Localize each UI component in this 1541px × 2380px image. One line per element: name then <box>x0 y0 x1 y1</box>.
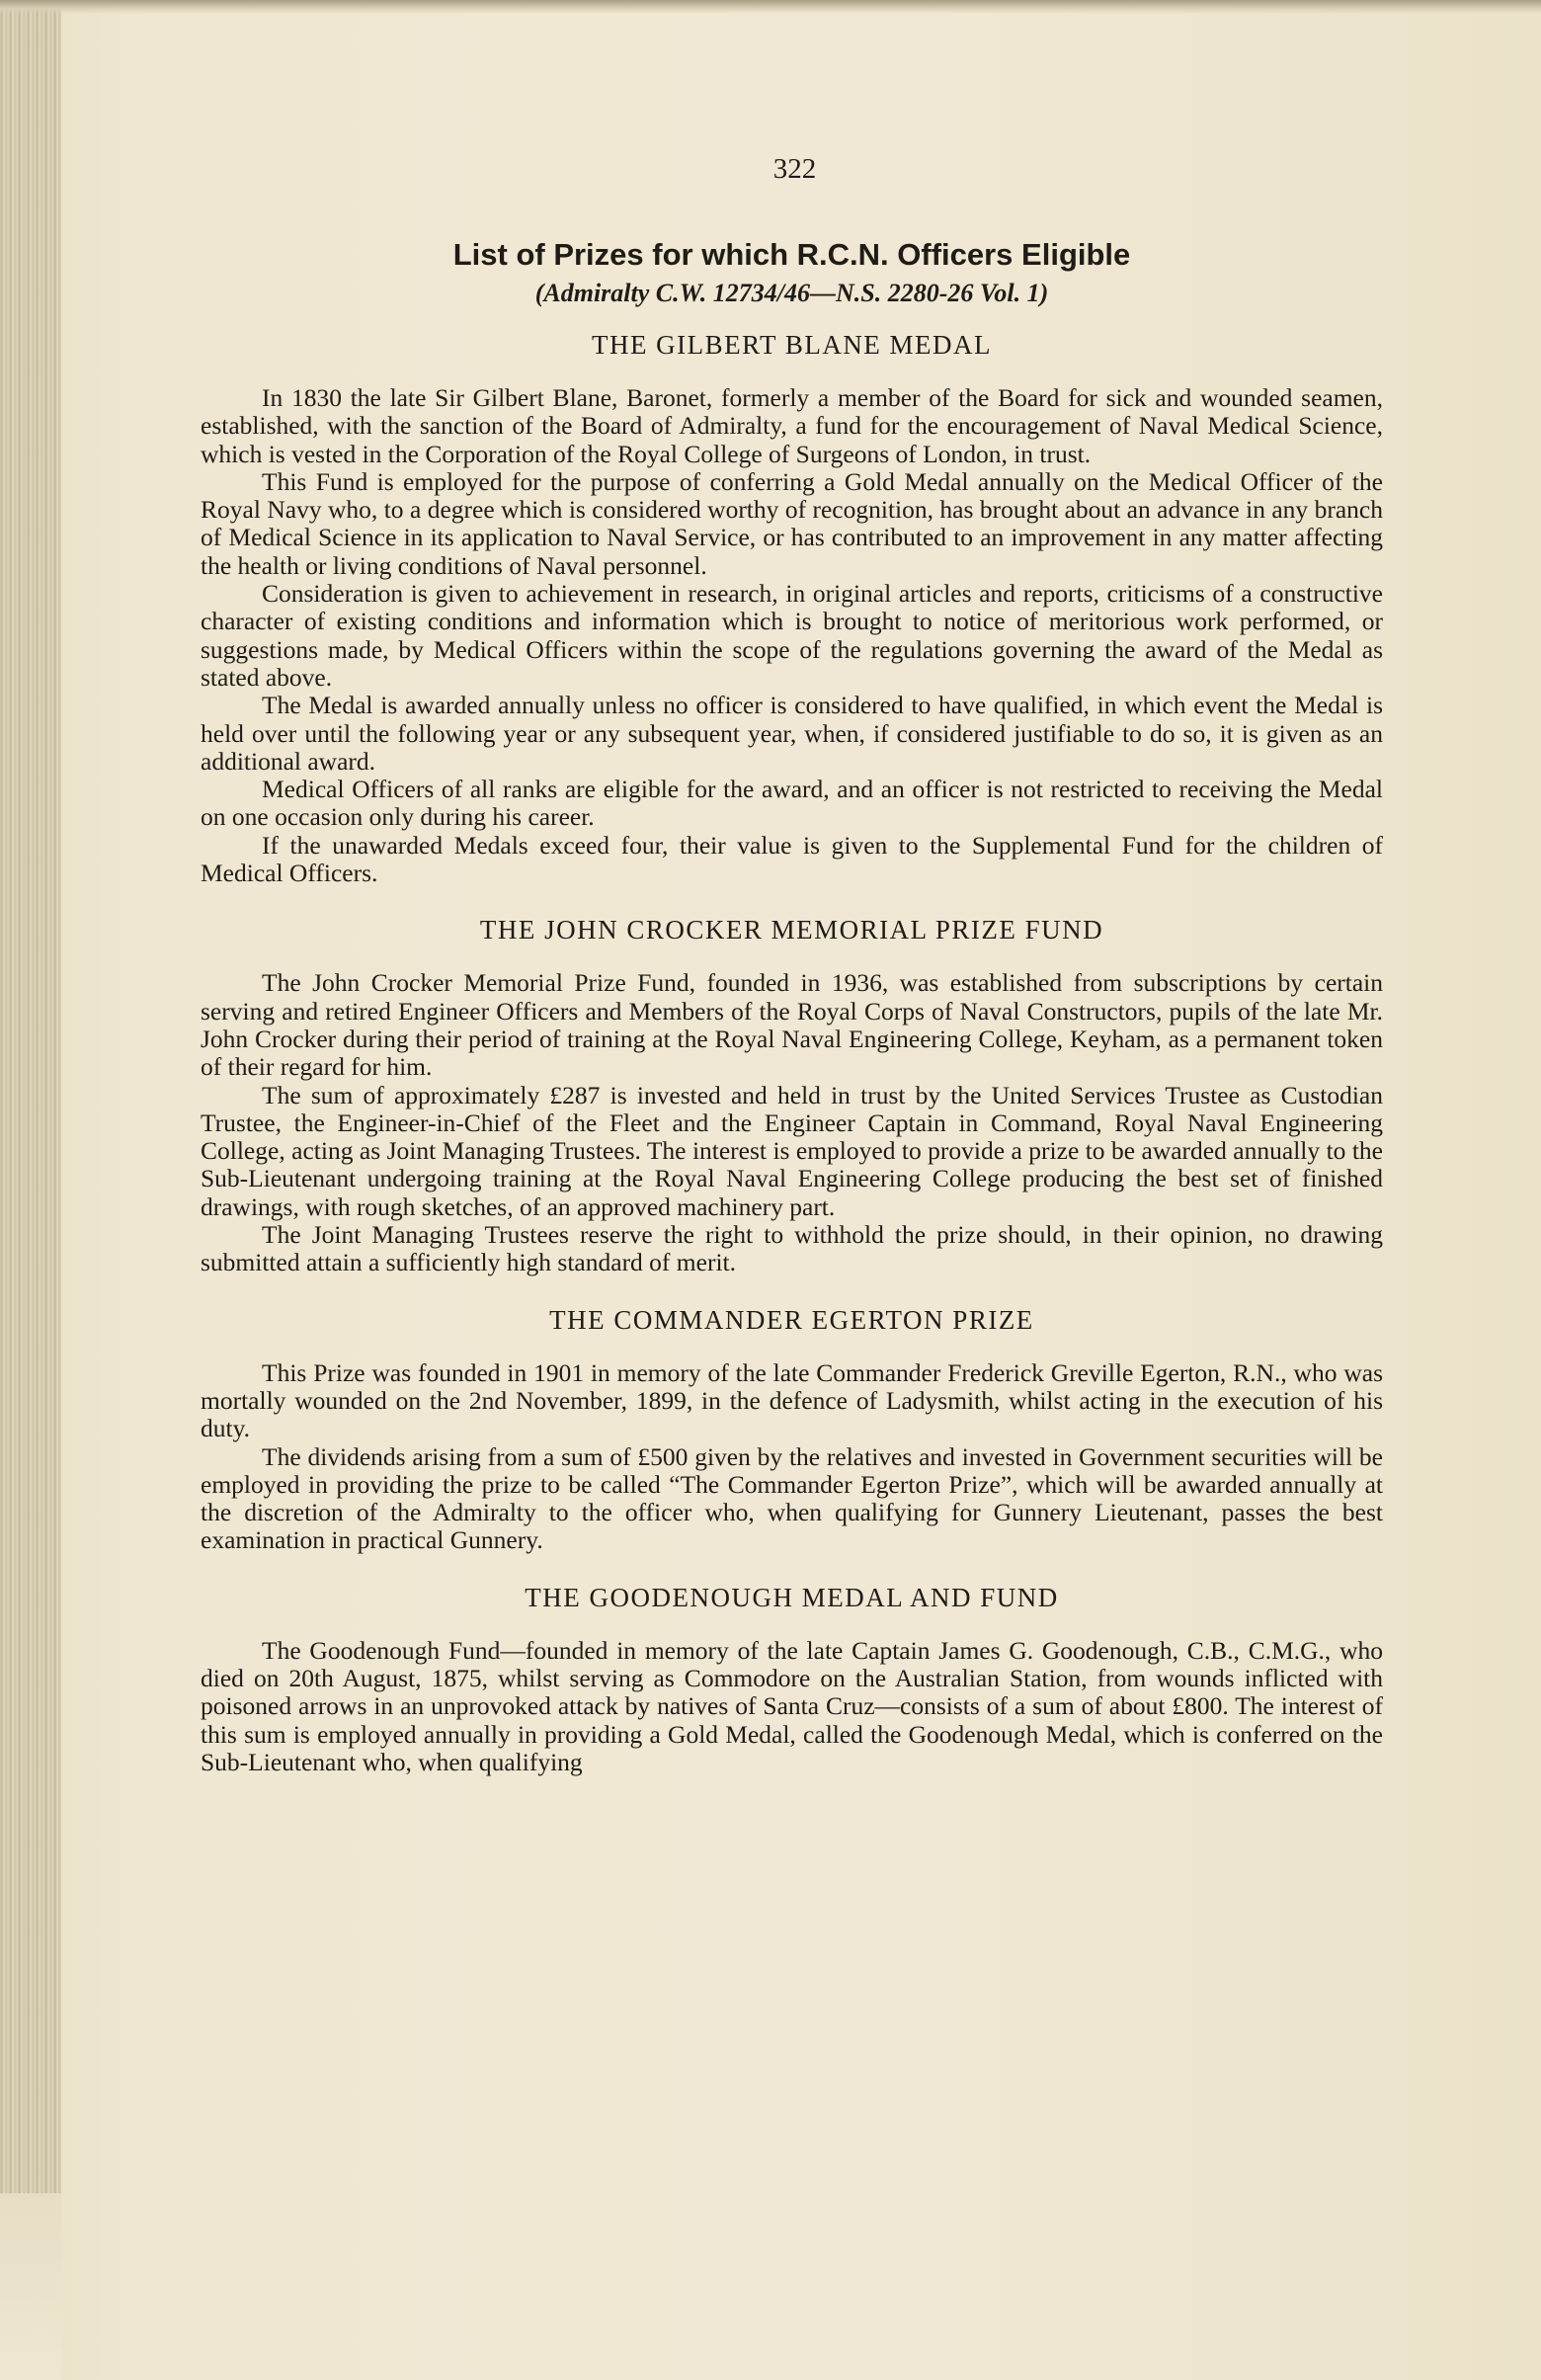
section-goodenough-medal-and-fund <box>201 1583 1383 1776</box>
paragraph: The Medal is awarded annually unless no officer is considered to have qualified, in which event the Medal is held over until the following year or any subsequent year, when, if considered justifiable to do so, it is given as an additional award. <box>201 691 1383 776</box>
paragraph: The dividends arising from a sum of £500 given by the relatives and invested in Government securities will be employed in providing the prize to be called “The Commander Egerton Prize”, which will be awarded annually at the discretion of the Admiralty to the officer who, when qualifying for Gunnery Lieutenant, passes the best examination in practical Gunnery. <box>201 1441 1383 1555</box>
paragraph: The John Crocker Memorial Prize Fund, founded in 1936, was established from subscriptions by certain serving and retired Engineer Officers and Members of the Royal Corps of Naval Constructors, pupils of the late Mr. John Crocker during their period of training at the Royal Naval Engineering College, Keyham, as a permanent token of their regard for him. <box>201 968 1383 1082</box>
paragraph: The sum of approximately £287 is invested and held in trust by the United Services Trustee as Custodian Trustee, the Engineer-in-Chief of the Fleet and the Engineer Captain in Command, Royal Naval Engineering College, acting as Joint Managing Trustees. The interest is employed to provide a prize to be awarded annually to the Sub-Lieutenant undergoing training at the Royal Naval Engineering College producing the best set of finished drawings, with rough sketches, of an approved machinery part. <box>201 1080 1383 1221</box>
section-john-crocker-memorial-prize-fund <box>201 915 1383 1276</box>
section-commander-egerton-prize <box>201 1305 1383 1555</box>
paragraph: If the unawarded Medals exceed four, their value is given to the Supplemental Fund for the children of Medical Officers. <box>201 830 1383 888</box>
paragraph: In 1830 the late Sir Gilbert Blane, Baronet, formerly a member of the Board for sick and wounded seamen, established, with the sanction of the Board of Admiralty, a fund for the encouragement of Naval Medical Science, which is vested in the Corporation of the Royal College of Surgeons of London, in trust. <box>201 383 1383 468</box>
admiralty-reference: (Admiralty C.W. 12734/46—N.S. 2280-26 Vol. 1) <box>534 279 1049 307</box>
section-heading: THE JOHN CROCKER MEMORIAL PRIZE FUND <box>479 915 1104 945</box>
section-heading: THE GILBERT BLANE MEDAL <box>591 330 993 360</box>
page-number: 322 <box>772 153 817 185</box>
page-margin-lower <box>0 2193 61 2380</box>
page-top-edge <box>0 0 1541 14</box>
page-content <box>201 153 1383 1804</box>
paragraph: The Goodenough Fund—founded in memory of the late Captain James G. Goodenough, C.B., C.M.G., who died on 20th August, 1875, whilst serving as Commodore on the Australian Station, from wounds inflicted with poisoned arrows in an unprovoked attack by natives of Santa Cruz—consists of a sum of about £800. The interest of this sum is employed annually in providing a Gold Medal, called the Goodenough Medal, which is conferred on the Sub-Lieutenant who, when qualifying <box>201 1635 1383 1776</box>
book-binding-edge <box>0 0 61 2193</box>
paragraph: Medical Officers of all ranks are eligible for the award, and an officer is not restricted to receiving the Medal on one occasion only during his career. <box>201 775 1383 832</box>
section-gilbert-blane-medal <box>201 330 1383 887</box>
page-title: List of Prizes for which R.C.N. Officers Eligible <box>452 237 1131 272</box>
paragraph: Consideration is given to achievement in research, in original articles and reports, criticisms of a constructive character of existing conditions and information which is brought to notice of meritorious work performed, or suggestions made, by Medical Officers within the scope of the regulations governing the award of the Medal as stated above. <box>201 579 1383 692</box>
paragraph: This Fund is employed for the purpose of conferring a Gold Medal annually on the Medical Officer of the Royal Navy who, to a degree which is considered worthy of recognition, has brought about an advance in any branch of Medical Science in its application to Naval Service, or has contributed to an improvement in any matter affecting the health or living conditions of Naval personnel. <box>201 466 1383 580</box>
section-heading: THE COMMANDER EGERTON PRIZE <box>549 1304 1034 1335</box>
paragraph: The Joint Managing Trustees reserve the right to withhold the prize should, in their opinion, no drawing submitted attain a sufficiently high standard of merit. <box>201 1220 1383 1277</box>
section-heading: THE GOODENOUGH MEDAL AND FUND <box>525 1582 1059 1612</box>
paragraph: This Prize was founded in 1901 in memory of the late Commander Frederick Greville Egerton, R.N., who was mortally wounded on the 2nd November, 1899, in the defence of Ladysmith, whilst acting in the execution of his duty. <box>201 1357 1383 1443</box>
